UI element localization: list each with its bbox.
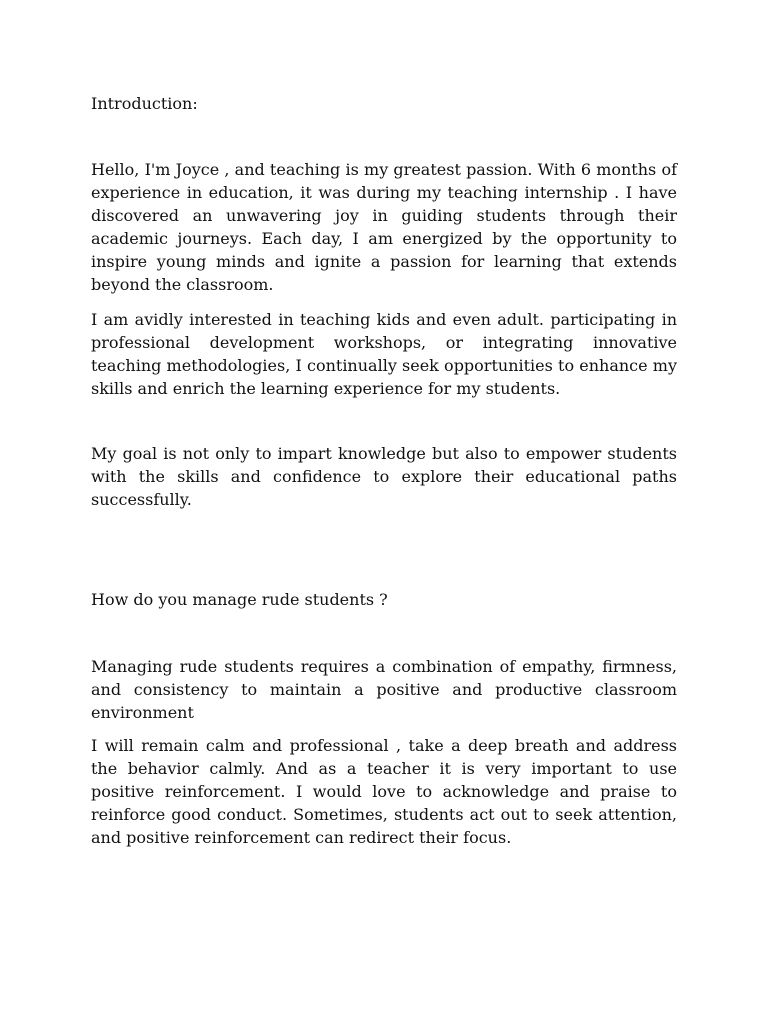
paragraph-managing-rude-students: Managing rude students requires a combination of empathy, firmness, and consistency to maintain a positive and productive classroom environment: [91, 657, 677, 722]
paragraph-positive-reinforcement: I will remain calm and professional , take a deep breath and address the behavior calmly. And as a teacher it is very important to use positive reinforcement. I would love to acknowledge and praise to reinforce good conduct. Sometimes, students act out to seek attention, and positive reinforcement can redirect their focus.: [91, 736, 677, 847]
paragraph-goal: My goal is not only to impart knowledge but also to empower students with the skills and confidence to explore their educational paths successfully.: [91, 444, 677, 509]
section-heading-question: How do you manage rude students ?: [91, 590, 388, 609]
section-heading-introduction: Introduction:: [91, 94, 198, 113]
paragraph-interests: I am avidly interested in teaching kids and even adult. participating in professional development workshops, or integrating innovative teaching methodologies, I continually seek opportunities to enhance my skills and enrich the learning experience for my students.: [91, 310, 677, 398]
paragraph-intro-passion: Hello, I'm Joyce , and teaching is my greatest passion. With 6 months of experience in education, it was during my teaching internship . I have discovered an unwavering joy in guiding students through their academic journeys. Each day, I am energized by the opportunity to inspire young minds and ignite a passion for learning that extends beyond the classroom.: [91, 160, 677, 294]
